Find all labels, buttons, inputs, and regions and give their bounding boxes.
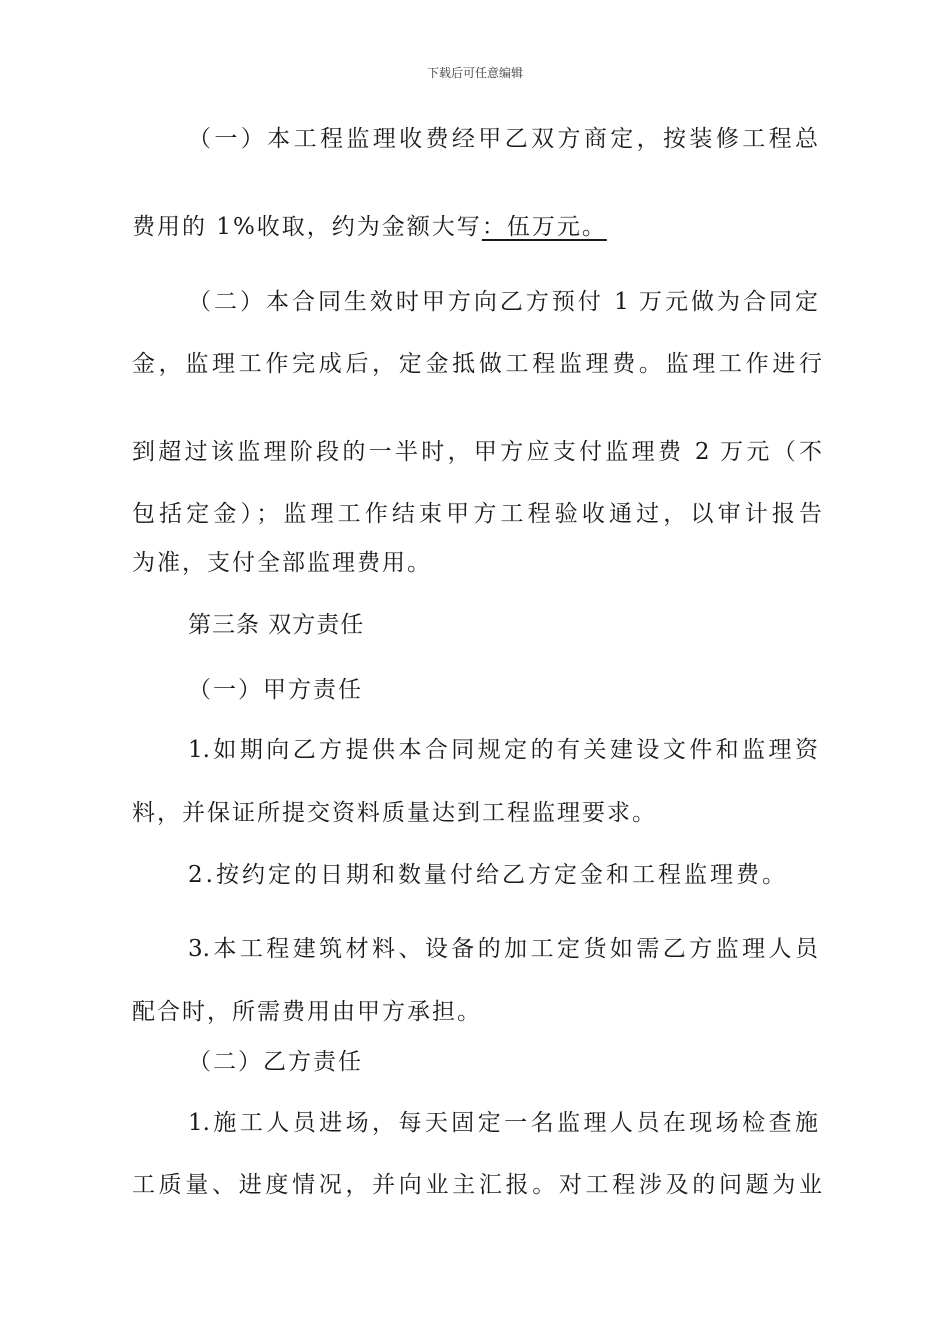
underlined-amount: ：伍万元。 [481,214,607,240]
paragraph-line [132,212,822,242]
paragraph-line: 到超过该监理阶段的一半时，甲方应支付监理费 2 万元（不 [132,439,822,465]
paragraph-line: 2.按约定的日期和数量付给乙方定金和工程监理费。 [188,862,788,888]
paragraph-line: 料，并保证所提交资料质量达到工程监理要求。 [132,800,657,826]
paragraph-line: 为准，支付全部监理费用。 [132,550,432,576]
text-span: 费用的 1%收取，约为金额大写 [132,214,482,240]
subsection-heading: （二）乙方责任 [188,1049,363,1075]
section-heading: 第三条 双方责任 [188,612,365,638]
page-header: 下载后可任意编辑 [426,66,523,80]
paragraph-line: （二）本合同生效时甲方向乙方预付 1 万元做为合同定 [188,289,818,315]
paragraph-line: 包括定金）；监理工作结束甲方工程验收通过，以审计报告 [132,501,822,527]
paragraph-line: 工质量、进度情况，并向业主汇报。对工程涉及的问题为业 [132,1172,822,1198]
subsection-heading: （一）甲方责任 [188,677,363,703]
paragraph-line: 1.如期向乙方提供本合同规定的有关建设文件和监理资 [188,737,818,763]
paragraph-line: 配合时，所需费用由甲方承担。 [132,999,482,1025]
paragraph-line: （一）本工程监理收费经甲乙双方商定，按装修工程总 [188,126,818,152]
paragraph-line: 金，监理工作完成后，定金抵做工程监理费。监理工作进行 [132,351,822,377]
paragraph-line: 3.本工程建筑材料、设备的加工定货如需乙方监理人员 [188,936,818,962]
paragraph-line: 1.施工人员进场，每天固定一名监理人员在现场检查施 [188,1110,818,1136]
